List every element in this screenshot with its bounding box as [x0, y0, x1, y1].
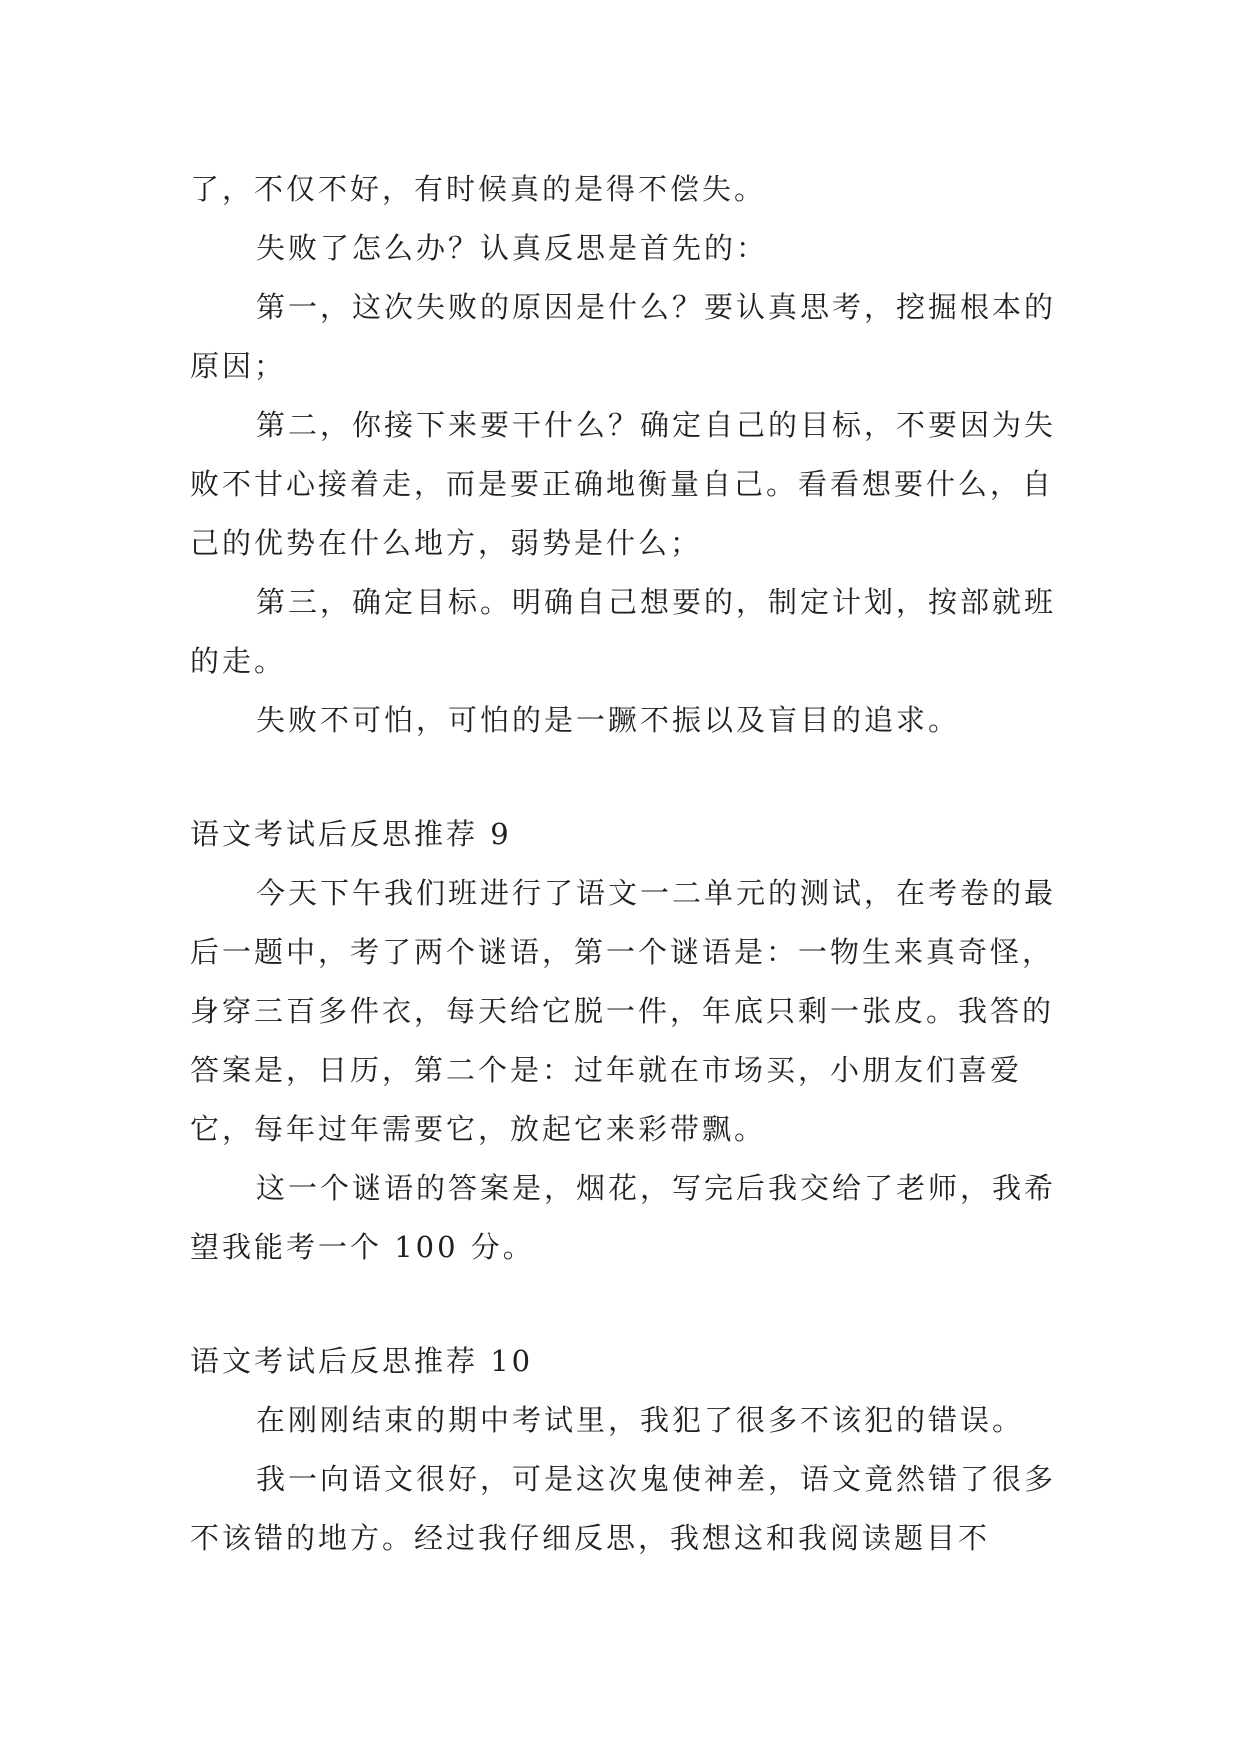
section-heading: 语文考试后反思推荐 9	[190, 817, 512, 851]
paragraph: 第三，确定目标。明确自己想要的，制定计划，按部就班的走。	[190, 585, 1057, 678]
paragraph: 第二，你接下来要干什么？确定自己的目标，不要因为失败不甘心接着走，而是要正确地衡量自己。看看想要什么，自己的优势在什么地方，弱势是什么；	[190, 408, 1057, 560]
paragraph: 第一，这次失败的原因是什么？要认真思考，挖掘根本的原因；	[190, 290, 1057, 383]
paragraph: 这一个谜语的答案是，烟花，写完后我交给了老师，我希望我能考一个 100 分。	[190, 1171, 1057, 1264]
document-body	[190, 160, 1060, 1568]
paragraph: 今天下午我们班进行了语文一二单元的测试，在考卷的最后一题中，考了两个谜语，第一个谜语是：一物生来真奇怪，身穿三百多件衣，每天给它脱一件，年底只剩一张皮。我答的答案是，日历，第二个是：过年就在市场买，小朋友们喜爱它，每年过年需要它，放起它来彩带飘。	[190, 876, 1057, 1146]
paragraph: 在刚刚结束的期中考试里，我犯了很多不该犯的错误。	[256, 1403, 1025, 1437]
paragraph: 了，不仅不好，有时候真的是得不偿失。	[190, 172, 767, 206]
paragraph: 我一向语文很好，可是这次鬼使神差，语文竟然错了很多不该错的地方。经过我仔细反思，我想这和我阅读题目不	[190, 1462, 1057, 1555]
section-spacer	[190, 1277, 1060, 1332]
section-heading: 语文考试后反思推荐 10	[190, 1344, 534, 1378]
paragraph: 失败了怎么办？认真反思是首先的：	[256, 231, 769, 265]
paragraph: 失败不可怕，可怕的是一蹶不振以及盲目的追求。	[256, 703, 961, 737]
section-spacer	[190, 750, 1060, 805]
